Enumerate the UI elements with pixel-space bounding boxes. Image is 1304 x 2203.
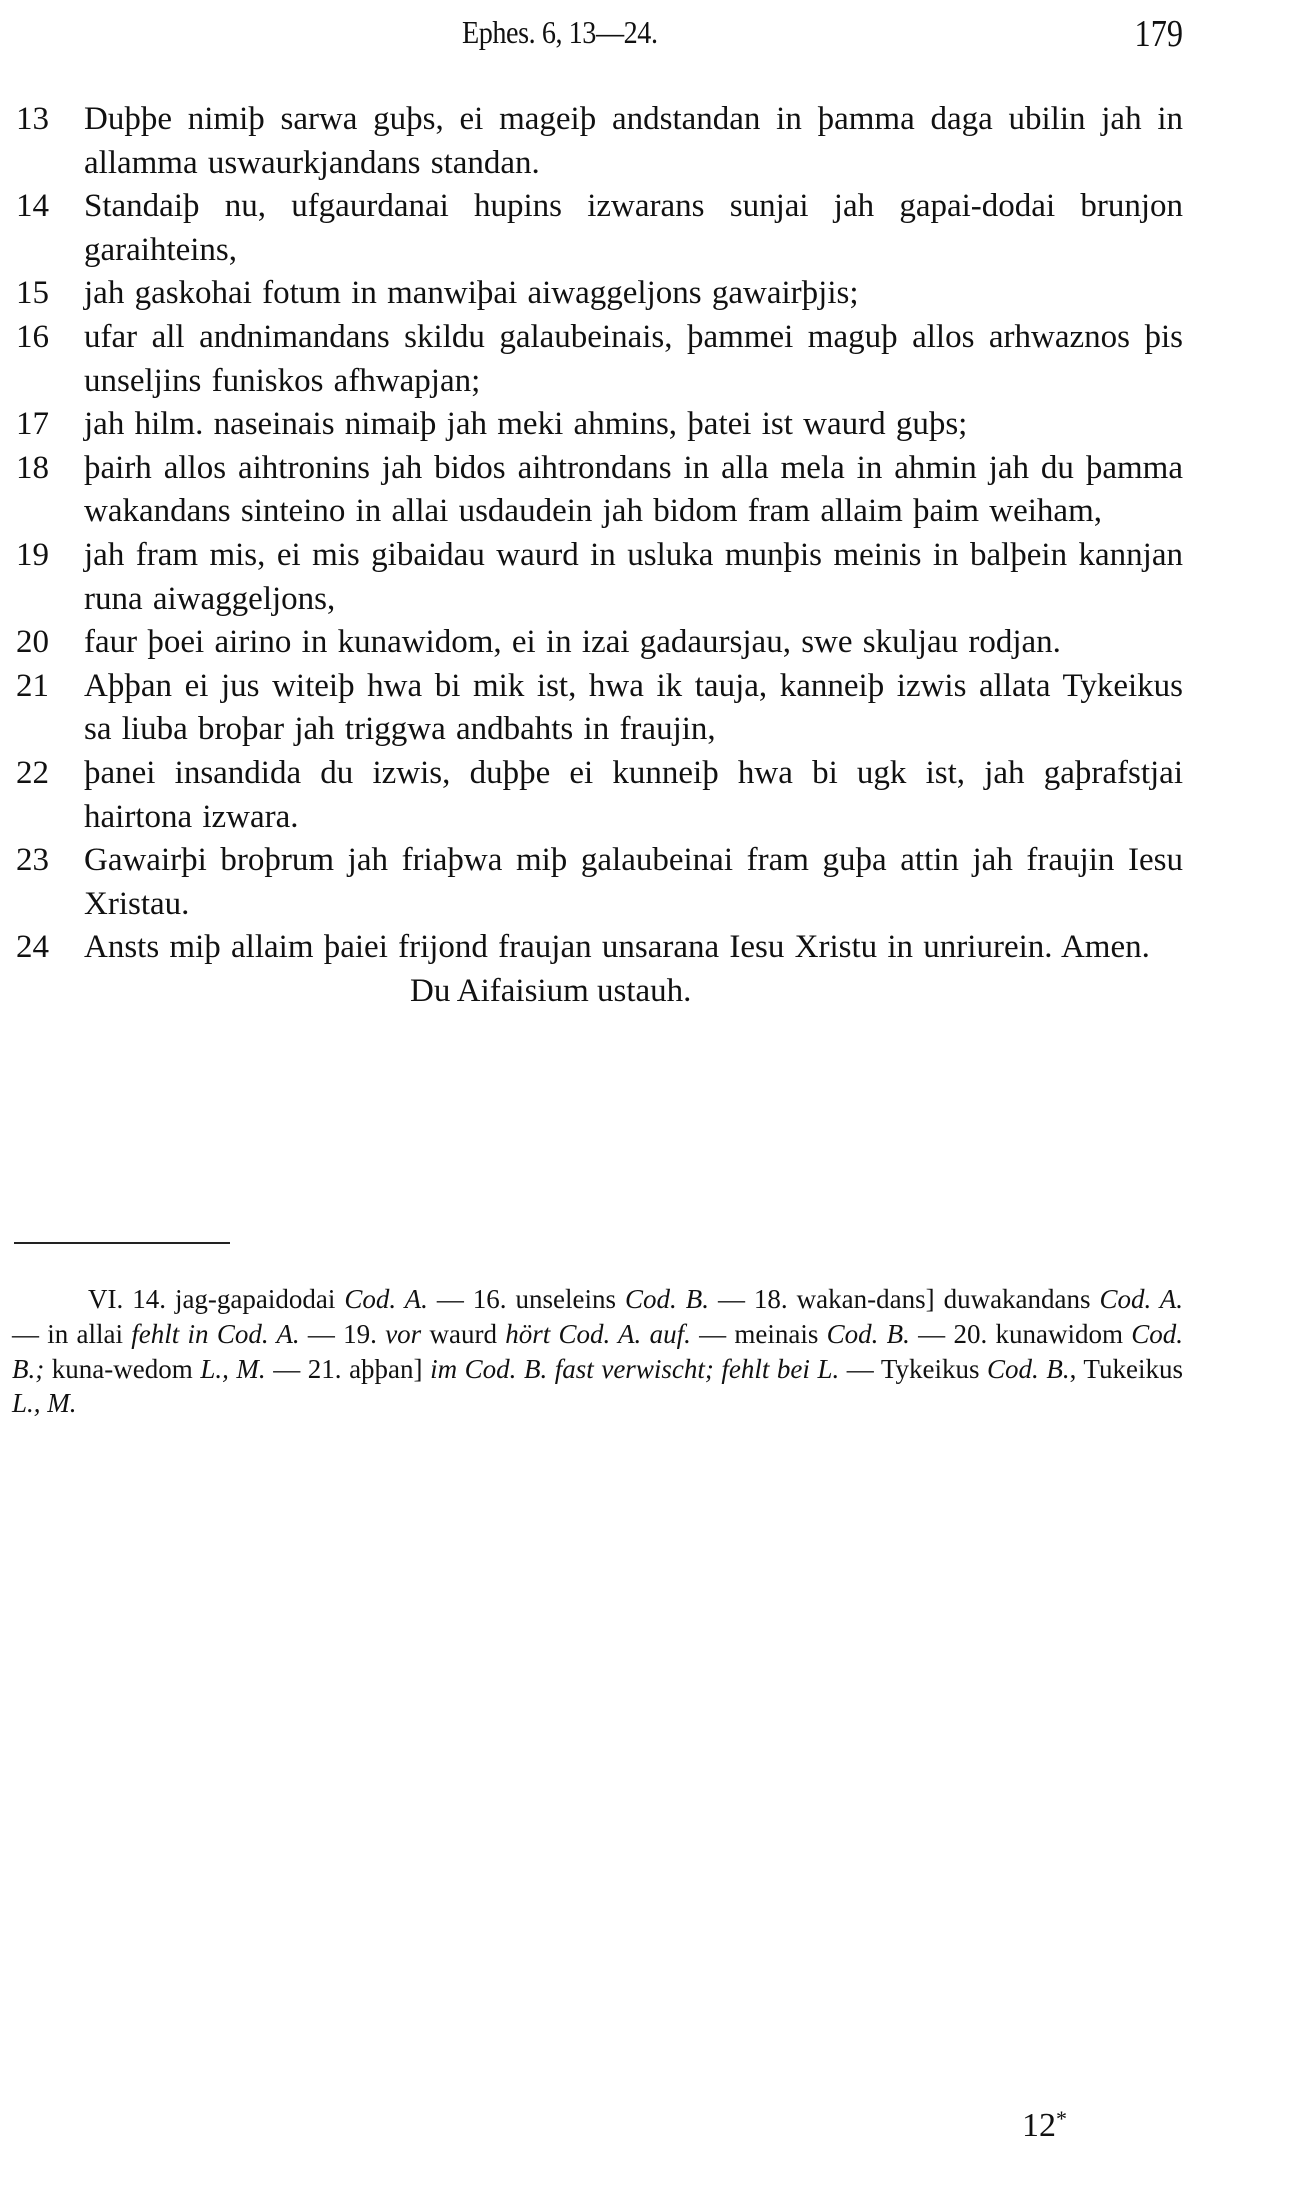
footnotes	[12, 1282, 1183, 1421]
footnote-italic-segment: vor	[385, 1318, 422, 1349]
verse-number: 21	[16, 667, 49, 704]
footnote-italic-segment: Cod. B.;	[12, 1318, 1183, 1384]
verse	[0, 403, 1304, 447]
verse-text: þanei insandida du izwis, duþþe ei kunneiþ hwa bi ugk ist, jah gaþrafstjai hairtona izwara.	[84, 754, 1183, 835]
verse	[0, 621, 1304, 665]
verse-text: Gawairþi broþrum jah friaþwa miþ galaubeinai fram guþa attin jah fraujin Iesu Xristau.	[84, 842, 1183, 922]
verse-text: ufar all andnimandans skildu galaubeinais, þammei maguþ allos arhwaznos þis unseljins funiskos afhwapjan;	[84, 318, 1183, 399]
verse-number: 16	[16, 318, 49, 355]
footnote-segment: — 20. kunawidom	[909, 1318, 1132, 1349]
page-header	[0, 14, 1304, 58]
signature-number: 12	[1022, 2107, 1056, 2144]
verse-number: 23	[16, 842, 49, 879]
verse	[0, 316, 1304, 403]
footnote-segment: kuna-wedom	[44, 1353, 201, 1384]
footnote-italic-segment: L., M.	[200, 1353, 266, 1384]
verse-text: jah gaskohai fotum in manwiþai aiwaggeljons gawairþjis;	[84, 275, 859, 312]
verse-number: 18	[16, 449, 49, 486]
running-title: Ephes. 6, 13—24.	[462, 14, 658, 50]
footnote-segment: — 16. unseleins	[427, 1284, 625, 1314]
footnote-italic-segment: im Cod. B. fast verwischt; fehlt bei L.	[430, 1353, 840, 1384]
footnote-italic-segment: fehlt in Cod. A.	[131, 1318, 300, 1349]
verse-number: 15	[16, 275, 49, 312]
verse-number: 14	[16, 188, 49, 225]
verse-text: jah hilm. naseinais nimaiþ jah meki ahmins, þatei ist waurd guþs;	[84, 406, 968, 443]
footnote-rule	[14, 1242, 230, 1244]
verse-number: 20	[16, 624, 49, 661]
footnote-segment: — 19.	[299, 1318, 386, 1349]
verse-number: 24	[16, 929, 49, 966]
footnote-italic-segment: Cod. A.	[1099, 1284, 1184, 1314]
closing-line: Du Aifaisium ustauh.	[410, 972, 692, 1009]
verse-number: 22	[16, 754, 49, 791]
verse-number: 19	[16, 536, 49, 573]
verse-text: Ansts miþ allaim þaiei frijond fraujan unsarana Iesu Xristu in unriurein. Amen.	[84, 929, 1150, 966]
footnote-italic-segment: hört Cod. A. auf.	[505, 1318, 691, 1349]
footnote-italic-segment: Cod. B.	[625, 1284, 709, 1314]
verse	[0, 98, 1304, 185]
footnote-italic-segment: Cod. B.	[987, 1353, 1070, 1384]
verse-text: jah fram mis, ei mis gibaidau waurd in usluka munþis meinis in balþein kannjan runa aiwaggeljons,	[84, 536, 1183, 617]
footnote-segment: — meinais	[690, 1318, 827, 1349]
verse-number: 13	[16, 101, 49, 137]
verse	[0, 447, 1304, 534]
verse-text: þairh allos aihtronins jah bidos aihtrondans in alla mela in ahmin jah du þamma wakandans sinteino in allai usdaudein jah bidom fram allaim þaim weiham,	[84, 449, 1183, 530]
signature-star: *	[1056, 2106, 1067, 2131]
verse	[0, 926, 1304, 970]
footnote-segment: — in allai	[12, 1318, 132, 1349]
signature-mark	[1022, 2106, 1067, 2145]
verse	[0, 185, 1304, 272]
verse-text: Standaiþ nu, ufgaurdanai hupins izwarans sunjai jah gapai-dodai brunjon garaihteins,	[84, 188, 1183, 268]
footnote-segment: waurd	[421, 1318, 506, 1349]
footnote-italic-segment: L., M.	[12, 1388, 77, 1419]
footnote-segment: — Tykeikus	[839, 1353, 988, 1384]
verse	[0, 272, 1304, 316]
verse	[0, 752, 1304, 839]
footnote-segment: VI. 14. jag-gapaidodai	[88, 1284, 345, 1314]
verse	[0, 534, 1304, 621]
footnote-segment: — 18. wakan-dans] duwakandans	[708, 1284, 1100, 1314]
page-number: 179	[1134, 13, 1183, 55]
verse	[0, 839, 1304, 926]
verse-list	[0, 98, 1304, 1013]
footnote-segment: , Tukeikus	[1069, 1353, 1183, 1384]
verse-text: faur þoei airino in kunawidom, ei in izai gadaursjau, swe skuljau rodjan.	[84, 624, 1061, 661]
verse-text: Duþþe nimiþ sarwa guþs, ei mageiþ andstandan in þamma daga ubilin jah in allamma uswaurkjandans standan.	[84, 101, 1183, 181]
verse	[0, 665, 1304, 752]
verse-number: 17	[16, 406, 49, 443]
footnote-segment: — 21. aþþan]	[265, 1353, 431, 1384]
footnote-italic-segment: Cod. B.	[826, 1318, 910, 1349]
footnote-italic-segment: Cod. A.	[344, 1284, 428, 1314]
verse-text: Aþþan ei jus witeiþ hwa bi mik ist, hwa ik tauja, kanneiþ izwis allata Tykeikus sa liuba broþar jah triggwa andbahts in fraujin,	[84, 667, 1183, 748]
